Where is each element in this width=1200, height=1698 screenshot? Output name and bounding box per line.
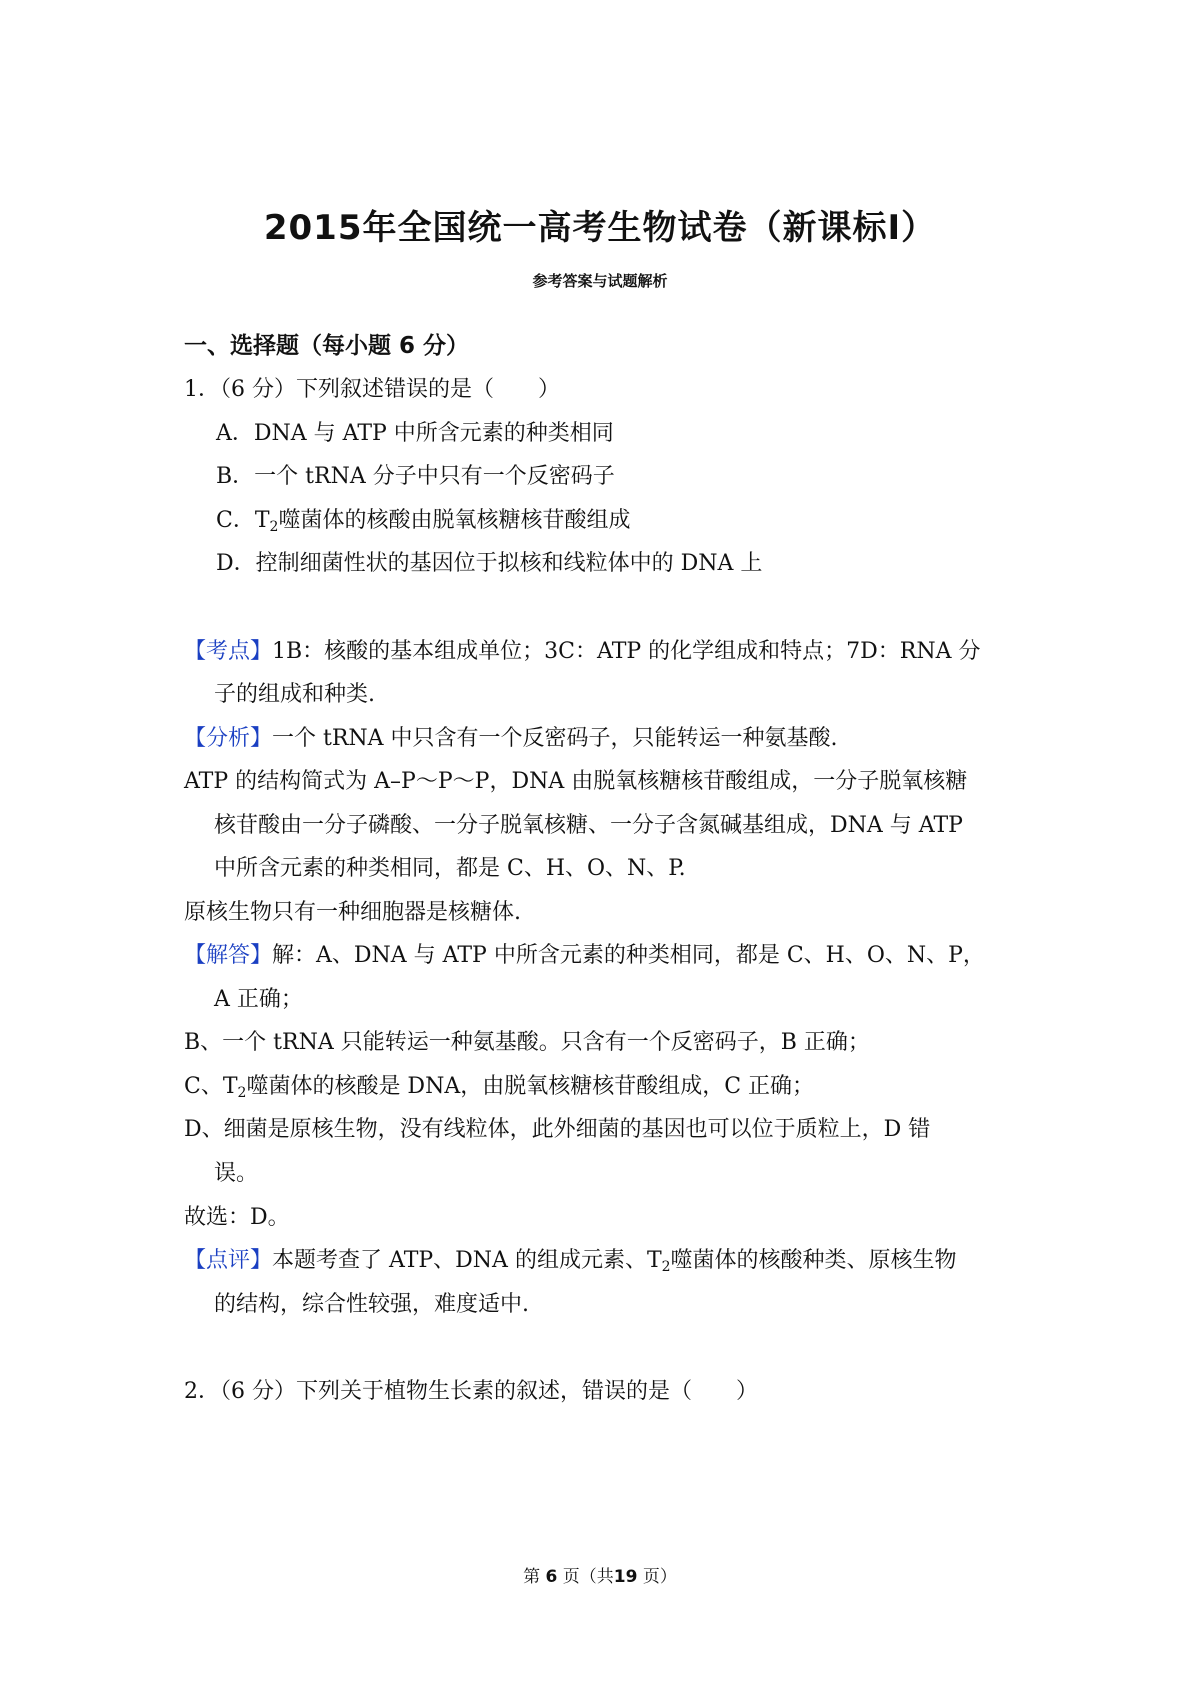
- jieda-answer: 故选：D。: [184, 1205, 290, 1230]
- page-footer: 第 6 页（共19 页）: [523, 1567, 677, 1587]
- fenxi-line-4: 中所含元素的种类相同，都是 C、H、O、N、P.: [214, 856, 686, 881]
- jieda-line-2: A 正确；: [214, 987, 303, 1012]
- page-title: 2015年全国统一高考生物试卷（新课标Ⅰ）: [263, 208, 937, 248]
- fenxi-line-5: 原核生物只有一种细胞器是核糖体.: [184, 900, 521, 925]
- dianping-paragraph: 【点评】本题考查了 ATP、DNA 的组成元素、$T_2$噬菌体的核酸种类、原核生物: [184, 1248, 957, 1275]
- jieda-line-3: B、一个 tRNA 只能转运一种氨基酸。只含有一个反密码子，B 正确；: [184, 1030, 870, 1055]
- jieda-line-4: C、$T_2$噬菌体的核酸是 DNA，由脱氧核糖核苷酸组成，C 正确；: [184, 1074, 815, 1101]
- fenxi-paragraph: 【分析】一个 tRNA 中只含有一个反密码子，只能转运一种氨基酸.: [184, 726, 838, 751]
- kaodian-tag: 【考点】: [184, 639, 273, 664]
- kaodian-continuation: 子的组成和种类.: [214, 682, 375, 707]
- question-1-option-c: C．$T_2$噬菌体的核酸由脱氧核糖核苷酸组成: [216, 508, 631, 535]
- jieda-line-6: 误。: [214, 1161, 259, 1186]
- jieda-tag: 【解答】: [184, 943, 273, 968]
- question-1-option-b: B．一个 tRNA 分子中只有一个反密码子: [216, 464, 615, 489]
- page-number: 6: [545, 1567, 558, 1587]
- question-1-stem: 1．（6 分）下列叙述错误的是（ ）: [184, 377, 560, 402]
- dianping-tag: 【点评】: [184, 1248, 273, 1273]
- section-heading: 一、选择题（每小题 6 分）: [184, 333, 470, 359]
- question-1-option-d: D．控制细菌性状的基因位于拟核和线粒体中的 DNA 上: [216, 551, 763, 576]
- question-1-option-a: A．DNA 与 ATP 中所含元素的种类相同: [216, 421, 614, 446]
- dianping-line-2: 的结构，综合性较强，难度适中.: [214, 1292, 529, 1317]
- jieda-paragraph: 【解答】解：A、DNA 与 ATP 中所含元素的种类相同，都是 C、H、O、N、P，: [184, 943, 985, 968]
- fenxi-line-2: ATP 的结构简式为 A–P～P～P，DNA 由脱氧核糖核苷酸组成，一分子脱氧核糖: [184, 769, 968, 794]
- jieda-line-5: D、细菌是原核生物，没有线粒体，此外细菌的基因也可以位于质粒上，D 错: [184, 1117, 931, 1142]
- page-subtitle: 参考答案与试题解析: [532, 272, 668, 290]
- kaodian-paragraph: 【考点】1B：核酸的基本组成单位；3C：ATP 的化学组成和特点；7D：RNA 分: [184, 639, 981, 664]
- page-total: 19: [613, 1567, 638, 1587]
- fenxi-tag: 【分析】: [184, 726, 273, 751]
- question-2-stem: 2．（6 分）下列关于植物生长素的叙述，错误的是（ ）: [184, 1379, 758, 1404]
- fenxi-line-3: 核苷酸由一分子磷酸、一分子脱氧核糖、一分子含氮碱基组成，DNA 与 ATP: [214, 813, 963, 838]
